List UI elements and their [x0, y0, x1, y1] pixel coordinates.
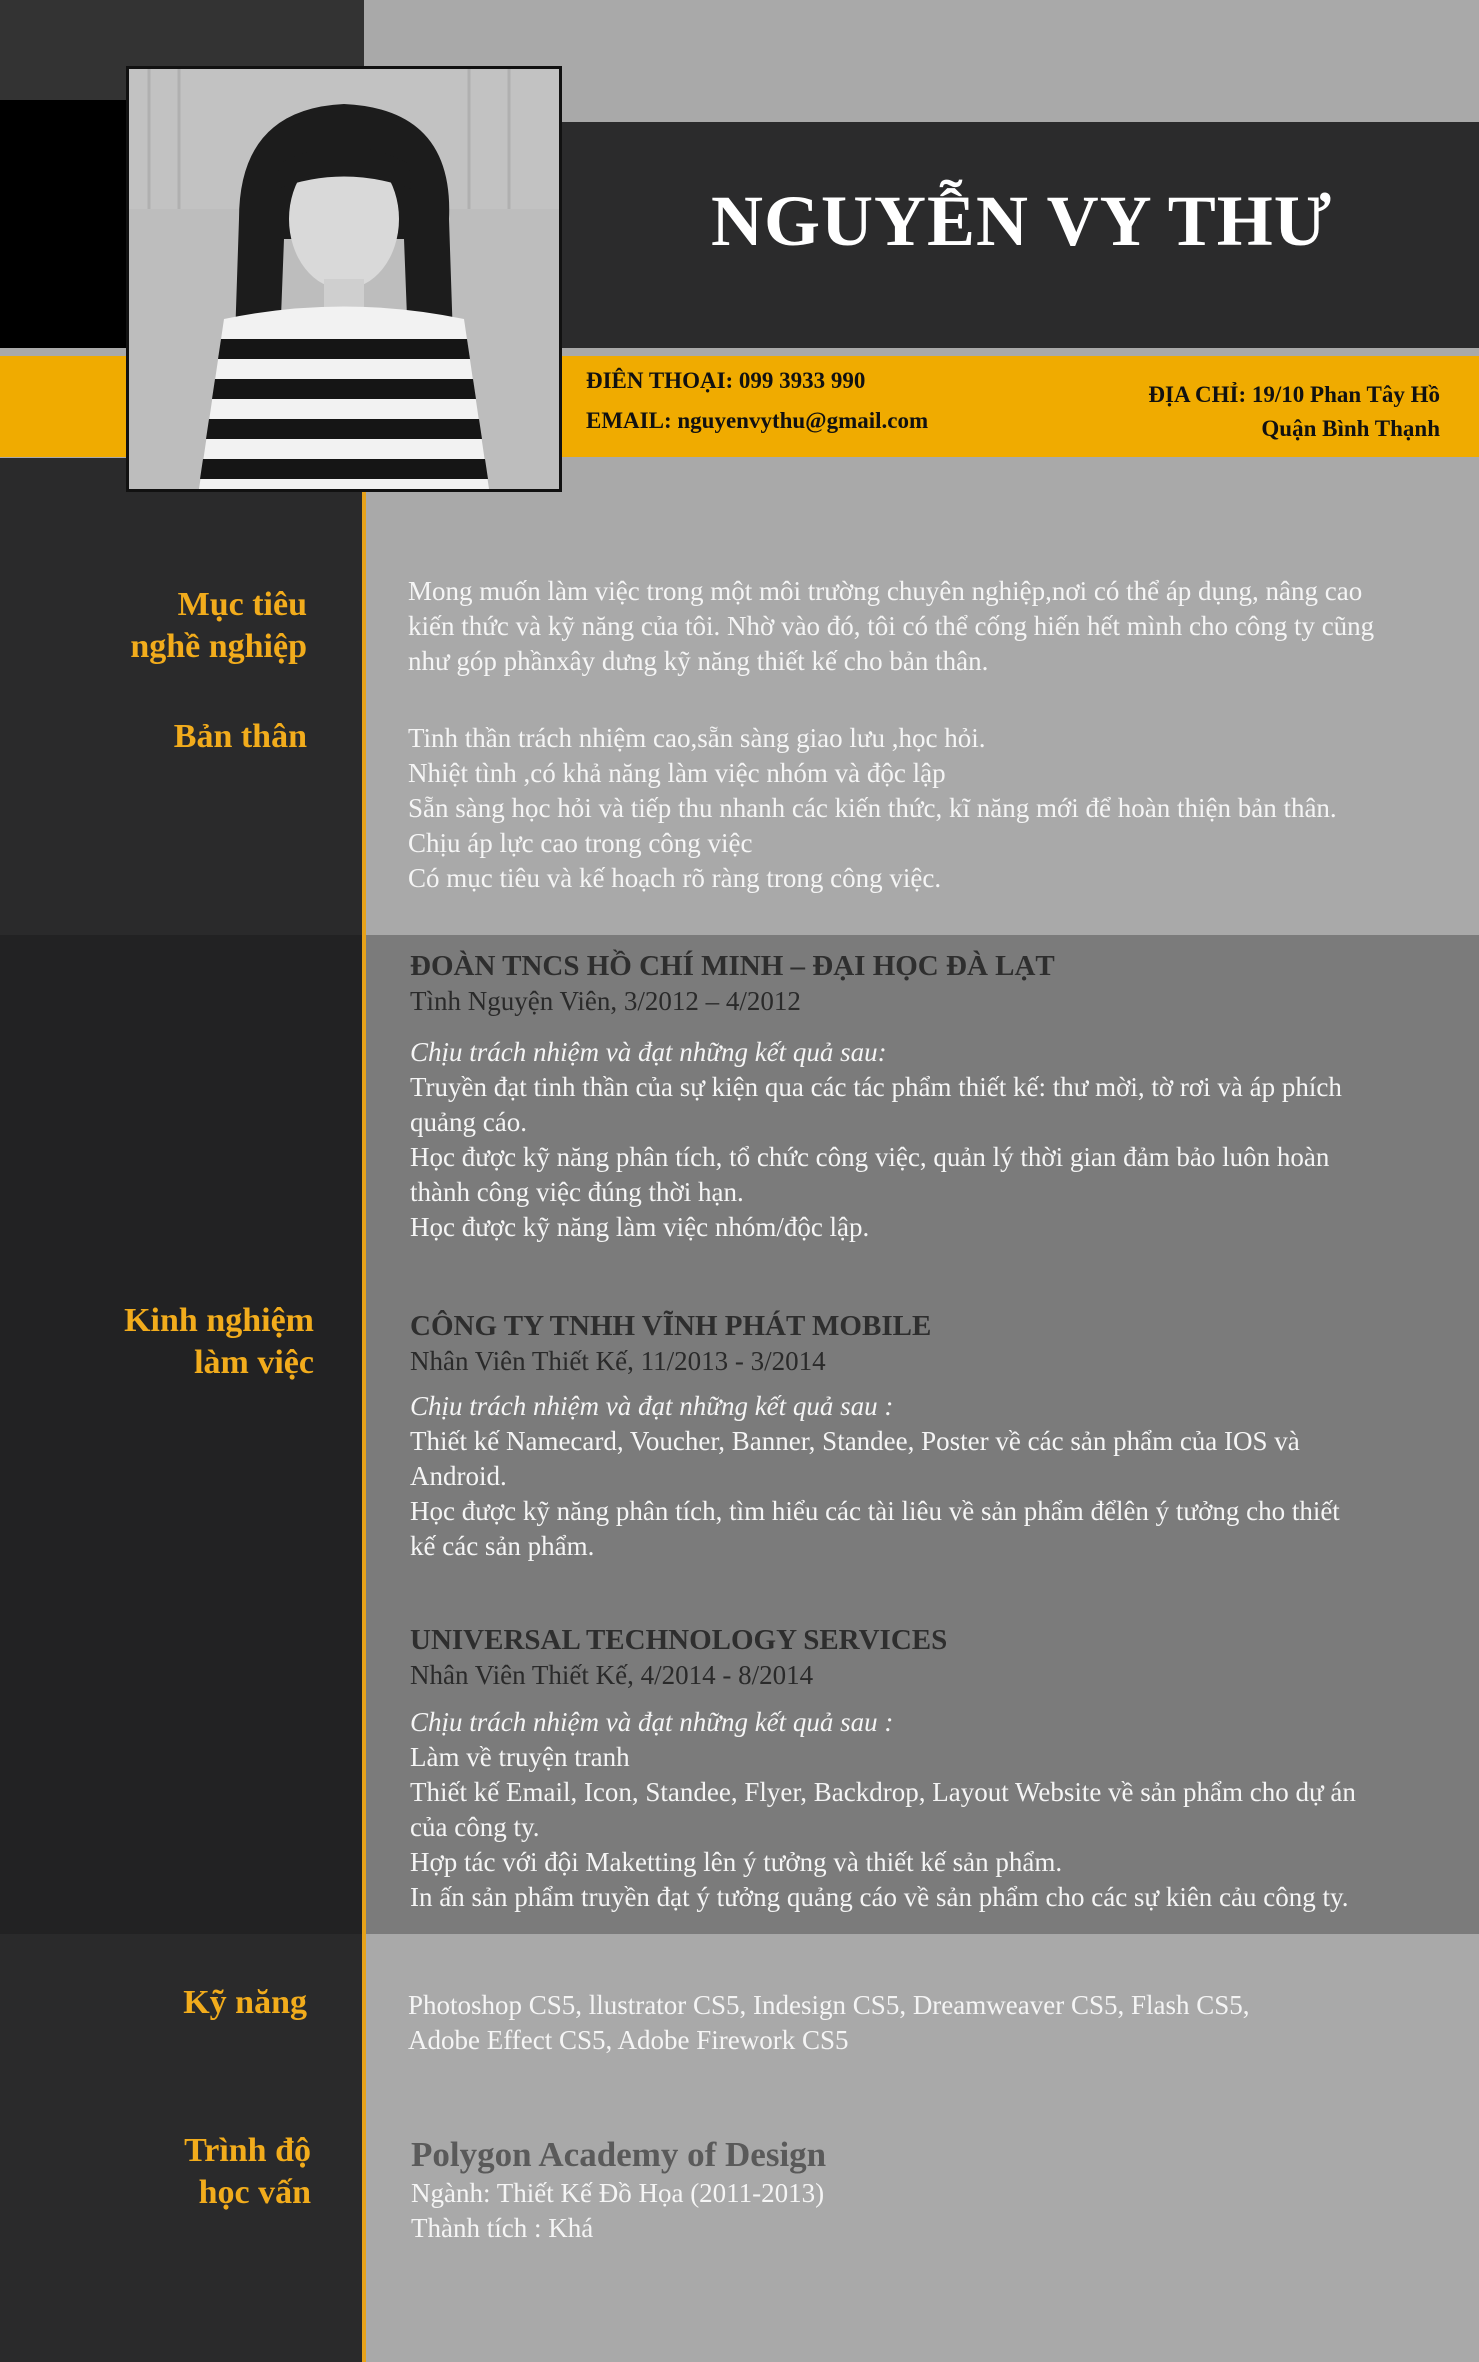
- job-line: Học được kỹ năng phân tích, tìm hiểu các tài liêu về sản phẩm đểlên ý tưởng cho thiết: [410, 1496, 1340, 1526]
- education-major: Ngành: Thiết Kế Đồ Họa (2011-2013): [411, 2178, 825, 2208]
- job-line: Học được kỹ năng làm việc nhóm/độc lập.: [410, 1212, 870, 1242]
- left-column-experience: [0, 935, 364, 1934]
- skills-title: Kỹ năng: [183, 1984, 307, 2021]
- job-line: Học được kỹ năng phân tích, tổ chức công việc, quản lý thời gian đảm bảo luôn hoàn: [410, 1142, 1330, 1172]
- job-intro: Chịu trách nhiệm và đạt những kết quả sau :: [410, 1391, 894, 1421]
- job-entry: [410, 948, 1470, 1245]
- email-text: EMAIL: nguyenvythu@gmail.com: [586, 408, 929, 433]
- job-intro: Chịu trách nhiệm và đạt những kết quả sau:: [410, 1037, 887, 1067]
- self-line: Chịu áp lực cao trong công việc: [408, 828, 753, 858]
- address-block: [1080, 378, 1440, 446]
- objective-line: như góp phầnxây dưng kỹ năng thiết kế cho bản thân.: [408, 646, 989, 676]
- job-line: Truyền đạt tinh thần của sự kiện qua các tác phẩm thiết kế: thư mời, tờ rơi và áp phích: [410, 1072, 1342, 1102]
- job-company: ĐOÀN TNCS HỒ CHÍ MINH – ĐẠI HỌC ĐÀ LẠT: [410, 950, 1055, 982]
- job-line: In ấn sản phẩm truyền đạt ý tưởng quảng cáo về sản phẩm cho các sự kiên cảu công ty.: [410, 1882, 1349, 1912]
- phone-text: ĐIÊN THOẠI: 099 3933 990: [586, 368, 866, 393]
- job-line: quảng cáo.: [410, 1107, 527, 1137]
- job-intro: Chịu trách nhiệm và đạt những kết quả sau :: [410, 1707, 894, 1737]
- objective-title: Mục tiêu nghề nghiệp: [130, 586, 307, 665]
- job-line: Thiết kế Namecard, Voucher, Banner, Standee, Poster về các sản phẩm của IOS và: [410, 1426, 1300, 1456]
- self-line: Có mục tiêu và kế hoạch rõ ràng trong công việc.: [408, 863, 942, 893]
- candidate-name: NGUYỄN VY THƯ: [710, 181, 1333, 261]
- skills-line: Photoshop CS5, llustrator CS5, Indesign CS5, Dreamweaver CS5, Flash CS5,: [408, 1990, 1250, 2020]
- address-line-2: Quận Bình Thạnh: [1261, 416, 1440, 441]
- left-column-upper: [0, 458, 364, 935]
- job-role: Tình Nguyện Viên, 3/2012 – 4/2012: [410, 986, 801, 1016]
- self-line: Nhiệt tình ,có khả năng làm việc nhóm và độc lập: [408, 758, 946, 788]
- profile-photo: [126, 66, 562, 492]
- skills-text: [408, 1988, 1468, 2058]
- education-school: Polygon Academy of Design: [411, 2135, 827, 2174]
- column-divider: [362, 458, 366, 2362]
- black-accent-block: [0, 100, 126, 348]
- education-achievement: Thành tích : Khá: [411, 2213, 594, 2243]
- job-line: Android.: [410, 1461, 507, 1491]
- job-line: Hợp tác với đội Maketting lên ý tưởng và thiết kế sản phẩm.: [410, 1847, 1063, 1877]
- job-line: thành công việc đúng thời hạn.: [410, 1177, 744, 1207]
- job-role: Nhân Viên Thiết Kế, 11/2013 - 3/2014: [410, 1346, 826, 1376]
- job-company: CÔNG TY TNHH VĨNH PHÁT MOBILE: [410, 1310, 932, 1342]
- education-block: [411, 2134, 1471, 2246]
- skills-line: Adobe Effect CS5, Adobe Firework CS5: [408, 2025, 849, 2055]
- job-line: Làm về truyện tranh: [410, 1742, 630, 1772]
- self-line: Sẵn sàng học hỏi và tiếp thu nhanh các kiến thức, kĩ năng mới để hoàn thiện bản thân.: [408, 793, 1337, 823]
- job-role: Nhân Viên Thiết Kế, 4/2014 - 8/2014: [410, 1660, 814, 1690]
- experience-title: Kinh nghiệm làm việc: [124, 1302, 314, 1381]
- job-line: kế các sản phẩm.: [410, 1531, 595, 1561]
- objective-line: kiến thức và kỹ năng của tôi. Nhờ vào đó, tôi có thể cống hiến hết mình cho công ty cũng: [408, 611, 1375, 641]
- objective-text: [408, 574, 1468, 679]
- job-line: Thiết kế Email, Icon, Standee, Flyer, Backdrop, Layout Website về sản phẩm cho dự án: [410, 1777, 1356, 1807]
- job-entry: [410, 1308, 1470, 1564]
- self-text: [408, 721, 1468, 896]
- self-title: Bản thân: [173, 718, 307, 755]
- job-entry: [410, 1622, 1470, 1915]
- job-company: UNIVERSAL TECHNOLOGY SERVICES: [410, 1624, 948, 1656]
- education-title: Trình độ học vấn: [184, 2132, 311, 2211]
- job-line: của công ty.: [410, 1812, 540, 1842]
- address-line-1: ĐỊA CHỈ: 19/10 Phan Tây Hồ: [1148, 382, 1440, 407]
- self-line: Tinh thần trách nhiệm cao,sẵn sàng giao lưu ,học hỏi.: [408, 723, 986, 753]
- objective-line: Mong muốn làm việc trong một môi trường chuyên nghiệp,nơi có thể áp dụng, nâng cao: [408, 576, 1363, 606]
